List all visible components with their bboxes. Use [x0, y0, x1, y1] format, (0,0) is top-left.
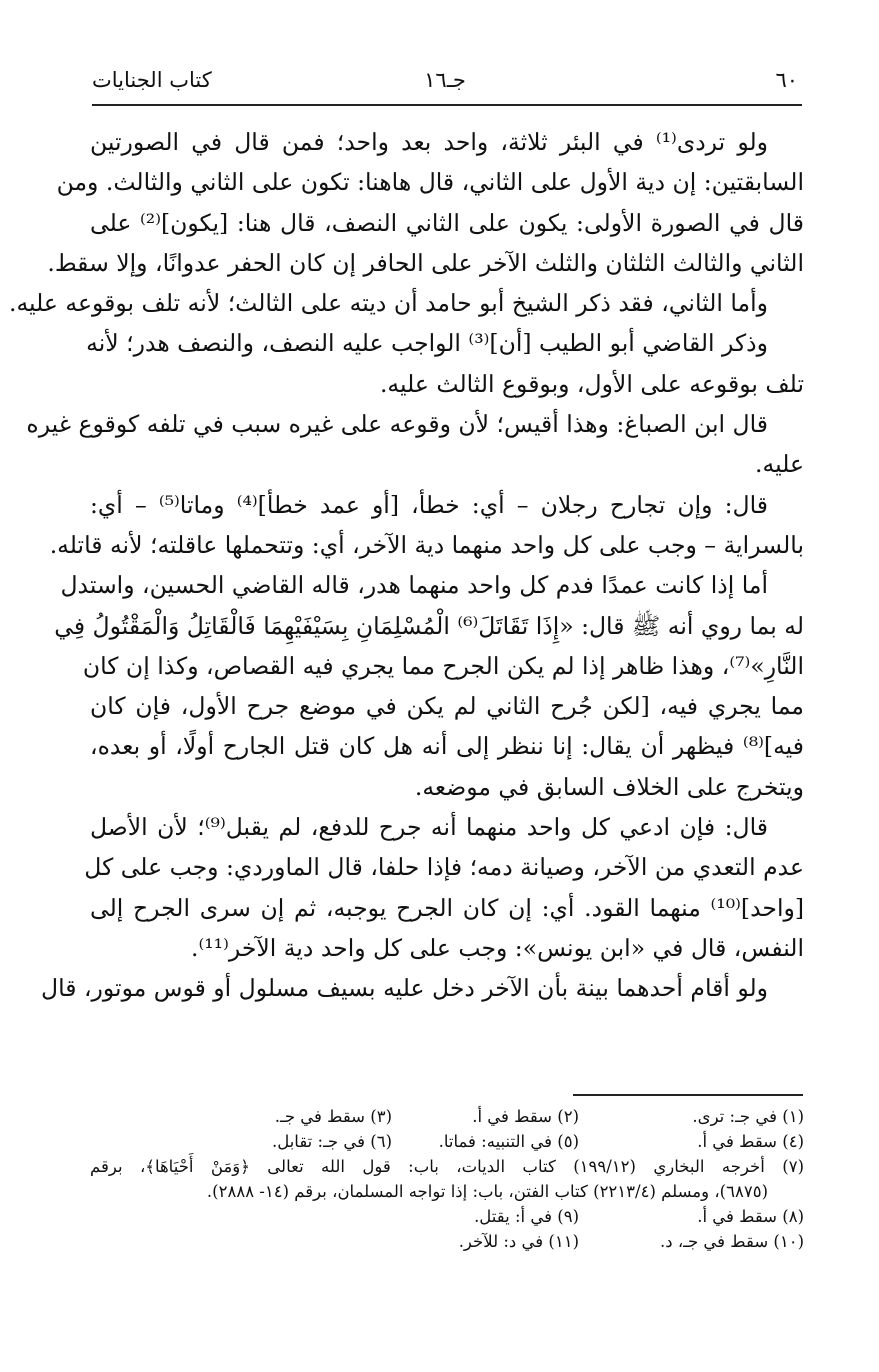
footnote-4: (٤) سقط في أ. — [697, 1132, 804, 1151]
footnote-9: (٩) في أ: يقتل. — [474, 1207, 579, 1226]
text-line: [واحد]⁽¹⁰⁾ منهما القود. أي: إن كان الجرح يوجبه، ثم إن سرى الجرح إلى — [90, 893, 804, 922]
footnote-row — [90, 1104, 804, 1129]
text-line: السابقتين: إن دية الأول على الثاني، قال هاهنا: تكون على الثاني والثالث. ومن — [56, 168, 804, 197]
main-text — [8, 122, 804, 1009]
footnote-2: (٢) سقط في أ. — [472, 1107, 579, 1126]
text-line: النفس، قال في «ابن يونس»: وجب على كل واحد دية الآخر⁽¹¹⁾. — [191, 933, 804, 962]
page-number: ٦٠ — [775, 68, 798, 92]
text-line: قال في الصورة الأولى: يكون على الثاني النصف، قال هنا: [يكون]⁽²⁾ على — [90, 208, 804, 237]
footnote-11: (١١) في د: للآخر. — [458, 1232, 579, 1251]
footnote-7: (٧) أخرجه البخاري (١٩٩/١٢) كتاب الديات، باب: قول الله تعالى ﴿وَمَنْ أَحْيَاهَا﴾، برقم — [90, 1157, 804, 1176]
header-divider — [92, 104, 802, 106]
text-line: قال ابن الصباغ: وهذا أقيس؛ لأن وقوعه على غيره سبب في تلفه كوقوع غيره — [26, 410, 768, 439]
text-line: له بما روي أنه ﷺ قال: «إِذَا تَقَاتَلَ⁽⁶⁾ الْمُسْلِمَانِ بِسَيْفَيْهِمَا فَالْقَاتِلُ وَالْمَقْتُولُ فِي — [54, 611, 804, 640]
text-line: وذكر القاضي أبو الطيب [أن]⁽³⁾ الواجب عليه النصف، والنصف هدر؛ لأنه — [86, 329, 768, 358]
text-line: قال: وإن تجارح رجلان – أي: خطأ، [أو عمد خطأ]⁽⁴⁾ وماتا⁽⁵⁾ – أي: — [90, 490, 768, 519]
text-line: بالسراية – وجب على كل واحد منهما دية الآخر، أي: وتتحملها عاقلته؛ لأنه قاتله. — [49, 530, 804, 559]
text-line: ويتخرج على الخلاف السابق في موضعه. — [414, 772, 804, 801]
text-line: مما يجري فيه، [لكن جُرح الثاني لم يكن في موضع جرح الأول، فإن كان — [90, 692, 804, 721]
footnote-6: (٦) في جـ: تقابل. — [271, 1132, 392, 1151]
footnote-divider — [573, 1094, 803, 1096]
text-line: وأما الثاني، فقد ذكر الشيخ أبو حامد أن ديته على الثالث؛ لأنه تلف بوقوعه عليه. — [8, 289, 768, 318]
footnotes — [90, 1104, 804, 1254]
book-title: كتاب الجنايات — [92, 68, 212, 92]
text-line: ولو تردى⁽¹⁾ في البئر ثلاثة، واحد بعد واحد؛ فمن قال في الصورتين — [90, 128, 768, 156]
text-line: ولو أقام أحدهما بينة بأن الآخر دخل عليه بسيف مسلول أو قوس موتور، قال — [41, 974, 768, 1003]
footnote-3: (٣) سقط في جـ. — [274, 1107, 392, 1126]
footnote-7-continued: (٦٨٧٥)، ومسلم (٢٢١٣/٤) كتاب الفتن، باب: إذا تواجه المسلمان، برقم (١٤- ٢٨٨٨). — [206, 1182, 768, 1201]
footnote-1: (١) في جـ: ترى. — [692, 1107, 804, 1126]
text-line: فيه]⁽⁸⁾ فيظهر أن يقال: إنا ننظر إلى أنه هل كان قتل الجارح أولًا، أو بعده، — [90, 732, 804, 761]
footnote-5: (٥) في التنبيه: فماتا. — [438, 1132, 579, 1151]
footnote-row — [90, 1204, 804, 1229]
text-line: أما إذا كانت عمدًا فدم كل واحد منهما هدر، قاله القاضي الحسين، واستدل — [60, 571, 768, 600]
page-header — [92, 68, 798, 102]
footnote-row — [90, 1129, 804, 1154]
volume-label: جـ١٦ — [424, 68, 466, 92]
footnote-8: (٨) سقط في أ. — [697, 1207, 804, 1226]
text-line: عليه. — [755, 450, 804, 479]
text-line: الثاني والثالث الثلثان والثلث الآخر على الحافر إن كان الحفر عدوانًا، وإلا سقط. — [47, 248, 804, 277]
footnote-row — [90, 1229, 804, 1254]
footnote-10: (١٠) سقط في جـ، د. — [659, 1232, 804, 1251]
text-line: تلف بوقوعه على الأول، وبوقوع الثالث عليه. — [379, 369, 804, 398]
text-line: النَّارِ»⁽⁷⁾، وهذا ظاهر إذا لم يكن الجرح مما يجري فيه القصاص، وكذا إن كان — [82, 651, 804, 680]
text-line: عدم التعدي من الآخر، وصيانة دمه؛ فإذا حلفا، قال الماوردي: وجب على كل — [84, 853, 804, 882]
text-line: قال: فإن ادعي كل واحد منهما أنه جرح للدفع، لم يقبل⁽⁹⁾؛ لأن الأصل — [90, 813, 768, 842]
